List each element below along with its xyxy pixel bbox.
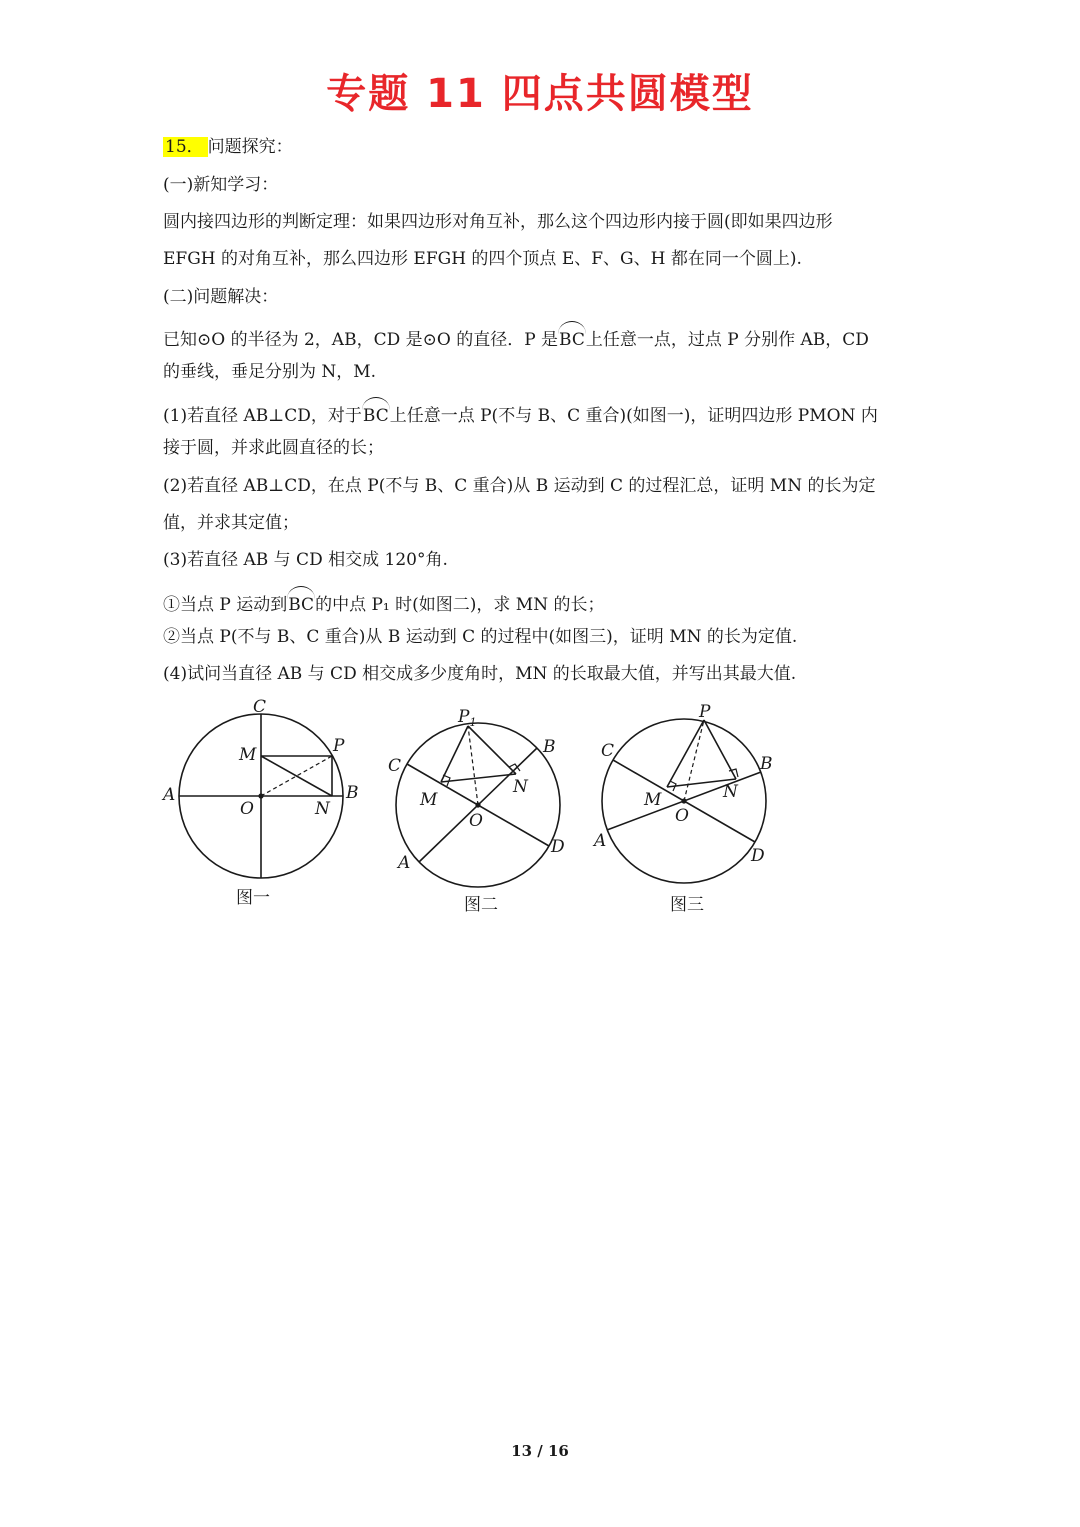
- figure-2-caption: 图二: [464, 895, 498, 915]
- label-p1: $P_1$: [458, 707, 477, 729]
- label-d: D: [551, 837, 565, 857]
- text-line: [163, 587, 923, 617]
- question-header: [163, 135, 923, 159]
- segment-op-dashed: [684, 720, 704, 801]
- question-number: 15．: [163, 137, 208, 157]
- label-c: C: [253, 697, 267, 717]
- arc-bc-notation: BC: [363, 398, 389, 428]
- text-line: 的垂线，垂足分别为 N，M.: [163, 362, 377, 382]
- text-line: (二)问题解决：: [163, 287, 279, 307]
- text-line: 接于圆，并求此圆直径的长；: [163, 438, 384, 458]
- page-number: 13 / 16: [511, 1442, 569, 1460]
- figure-1-diagram: [150, 690, 370, 920]
- text-line: (3)若直径 AB 与 CD 相交成 120°角.: [163, 550, 448, 570]
- label-n: N: [723, 782, 738, 802]
- segment-mn: [441, 774, 516, 782]
- label-o: O: [469, 811, 483, 831]
- text-line: [163, 322, 923, 352]
- text-segment: ①当点 P 运动到: [163, 595, 288, 615]
- text-segment: 上任意一点，过点 P 分别作 AB，CD: [585, 330, 869, 350]
- text-line: 圆内接四边形的判断定理：如果四边形对角互补，那么这个四边形内接于圆(即如果四边形: [163, 212, 833, 232]
- text-line: [163, 398, 923, 428]
- label-a: A: [163, 785, 176, 805]
- segment-op1-dashed: [468, 726, 478, 805]
- text-segment: 的中点 P₁ 时(如图二)，求 MN 的长；: [315, 595, 605, 615]
- label-a: A: [398, 853, 411, 873]
- label-p: P: [699, 702, 711, 722]
- label-b: B: [543, 737, 556, 757]
- label-c: C: [601, 741, 615, 761]
- label-b: B: [346, 783, 359, 803]
- figure-3-diagram: [590, 695, 790, 925]
- label-d: D: [751, 846, 765, 866]
- text-line: ②当点 P(不与 B、C 重合)从 B 运动到 C 的过程中(如图三)，证明 MN 的长为定值.: [163, 627, 798, 647]
- arc-bc-notation: BC: [288, 587, 314, 617]
- text-segment: (1)若直径 AB⊥CD，对于: [163, 406, 362, 426]
- segment-p1n: [468, 726, 516, 774]
- question-intro: 问题探究：: [207, 137, 293, 157]
- text-line: EFGH 的对角互补，那么四边形 EFGH 的四个顶点 E、F、G、H 都在同一个圆上).: [163, 249, 802, 269]
- label-m: M: [420, 790, 438, 810]
- text-segment: 上任意一点 P(不与 B、C 重合)(如图一)，证明四边形 PMON 内: [389, 406, 878, 426]
- label-n: N: [513, 777, 528, 797]
- label-n: N: [315, 799, 330, 819]
- segment-pm: [667, 720, 704, 787]
- text-line: (一)新知学习：: [163, 175, 279, 195]
- label-o: O: [675, 806, 689, 826]
- label-c: C: [388, 756, 402, 776]
- text-line: 值，并求其定值；: [163, 513, 299, 533]
- label-b: B: [760, 754, 773, 774]
- segment-mn: [261, 756, 332, 796]
- figure-2-diagram: [380, 695, 580, 925]
- segment-p1m: [441, 726, 468, 782]
- label-m: M: [644, 790, 662, 810]
- page-title: 专题 11 四点共圆模型: [326, 71, 754, 117]
- label-a: A: [594, 831, 607, 851]
- center-dot: [475, 802, 480, 807]
- center-dot: [258, 793, 263, 798]
- figure-3-caption: 图三: [670, 895, 704, 915]
- label-o: O: [240, 799, 254, 819]
- label-m: M: [239, 745, 257, 765]
- text-segment: 已知⊙O 的半径为 2，AB，CD 是⊙O 的直径．P 是: [163, 330, 559, 350]
- label-p: P: [333, 736, 345, 756]
- text-line: (4)试问当直径 AB 与 CD 相交成多少度角时，MN 的长取最大值，并写出其最大值.: [163, 664, 797, 684]
- text-line: (2)若直径 AB⊥CD，在点 P(不与 B、C 重合)从 B 运动到 C 的过程汇总，证明 MN 的长为定: [163, 476, 876, 496]
- figure-1-caption: 图一: [236, 888, 270, 908]
- center-dot: [681, 798, 686, 803]
- arc-bc-notation: BC: [559, 322, 585, 352]
